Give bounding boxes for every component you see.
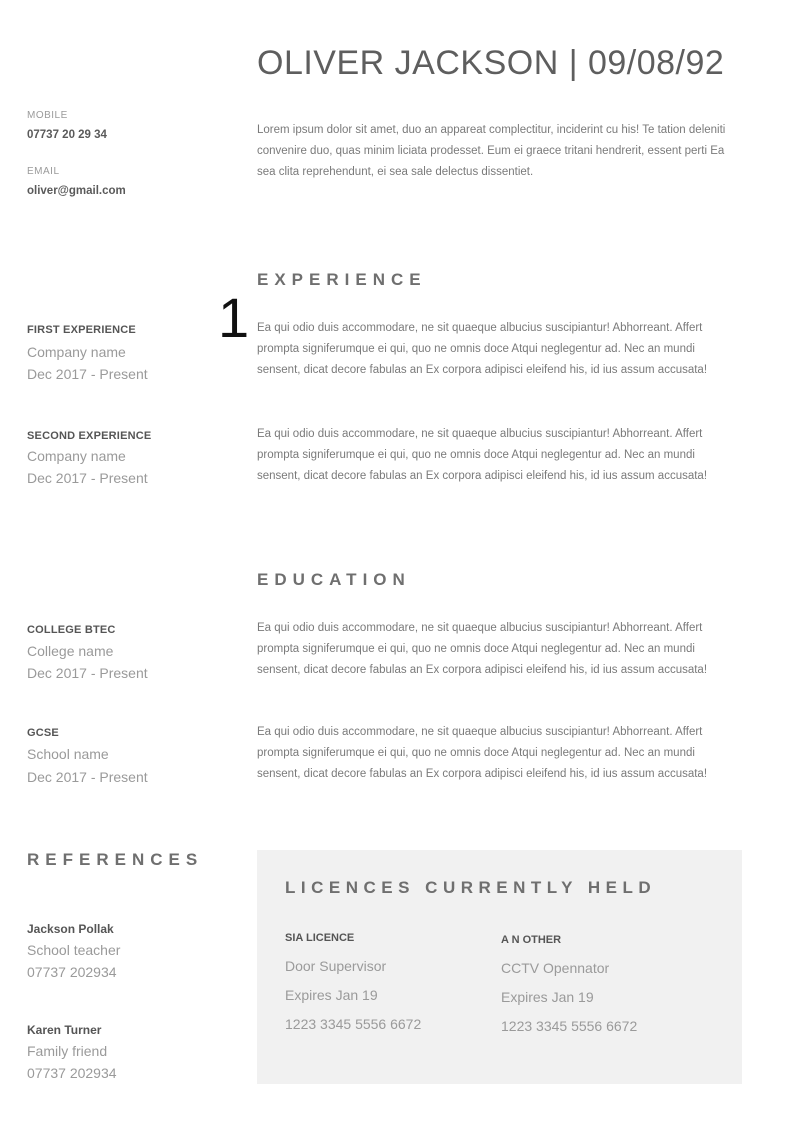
reference-1-role: School teacher — [27, 942, 121, 958]
education-1-dates: Dec 2017 - Present — [27, 665, 148, 681]
reference-2-phone: 07737 202934 — [27, 1065, 117, 1081]
annotation-marker: 1 — [218, 286, 250, 349]
licence-1-title: SIA LICENCE — [285, 932, 355, 944]
licence-1-number: 1223 3345 5556 6672 — [285, 1016, 422, 1032]
licence-2-number: 1223 3345 5556 6672 — [501, 1018, 638, 1034]
licence-column-1 — [285, 932, 421, 1039]
reference-2-role: Family friend — [27, 1043, 108, 1059]
experience-2-dates: Dec 2017 - Present — [27, 470, 148, 486]
reference-1-name: Jackson Pollak — [27, 922, 114, 936]
page-title: OLIVER JACKSON | 09/08/92 — [257, 44, 725, 82]
education-1-title: COLLEGE BTEC — [27, 624, 116, 636]
experience-heading: EXPERIENCE — [257, 270, 427, 289]
intro-paragraph: Lorem ipsum dolor sit amet, duo an appareat complectitur, inciderint cu his! Te tation deleniti convenire duo, quas minim liciata prodesset. Eum ei graece tritani hendrerit, essent perti Ea sea clita reprehendunt, ei sea sale delectus dissentiet. — [257, 124, 726, 178]
experience-1-text: Ea qui odio duis accommodare, ne sit quaeque albucius suscipiantur! Abhorreant. Affert prompta signiferumque ei qui, quo ne omnis doce Atqui neglegentur ad. Nec an mundi sensent, dicat decore fabulas an Ex corpora adipisci eleifend his, id ius assum accusata! — [257, 322, 708, 376]
licence-1-expiry: Expires Jan 19 — [285, 987, 378, 1003]
licence-2-role: CCTV Opennator — [501, 960, 610, 976]
experience-2-title: SECOND EXPERIENCE — [27, 430, 152, 442]
education-heading: EDUCATION — [257, 570, 411, 589]
reference-1-phone: 07737 202934 — [27, 964, 117, 980]
licences-panel — [257, 850, 742, 1084]
education-2-school: School name — [27, 746, 109, 762]
references-heading: REFERENCES — [27, 850, 204, 869]
mobile-label: MOBILE — [27, 110, 68, 121]
experience-1-company: Company name — [27, 344, 126, 360]
email-label: EMAIL — [27, 166, 60, 177]
licence-2-title: A N OTHER — [501, 934, 562, 946]
education-2-text: Ea qui odio duis accommodare, ne sit quaeque albucius suscipiantur! Abhorreant. Affert prompta signiferumque ei qui, quo ne omnis doce Atqui neglegentur ad. Nec an mundi sensent, dicat decore fabulas an Ex corpora adipisci eleifend his, id ius assum accusata! — [257, 726, 708, 780]
mobile-number: 07737 20 29 34 — [27, 129, 107, 141]
education-1-text: Ea qui odio duis accommodare, ne sit quaeque albucius suscipiantur! Abhorreant. Affert prompta signiferumque ei qui, quo ne omnis doce Atqui neglegentur ad. Nec an mundi sensent, dicat decore fabulas an Ex corpora adipisci eleifend his, id ius assum accusata! — [257, 622, 708, 676]
reference-2-name: Karen Turner — [27, 1023, 102, 1037]
licences-heading: LICENCES CURRENTLY HELD — [285, 878, 657, 897]
licence-column-2 — [501, 934, 637, 1041]
experience-2-text: Ea qui odio duis accommodare, ne sit quaeque albucius suscipiantur! Abhorreant. Affert prompta signiferumque ei qui, quo ne omnis doce Atqui neglegentur ad. Nec an mundi sensent, dicat decore fabulas an Ex corpora adipisci eleifend his, id ius assum accusata! — [257, 428, 708, 482]
email-address: oliver@gmail.com — [27, 185, 126, 197]
experience-1-title: FIRST EXPERIENCE — [27, 324, 136, 336]
experience-1-dates: Dec 2017 - Present — [27, 366, 148, 382]
education-2-title: GCSE — [27, 727, 59, 739]
licence-1-role: Door Supervisor — [285, 958, 387, 974]
experience-2-company: Company name — [27, 448, 126, 464]
licence-2-expiry: Expires Jan 19 — [501, 989, 594, 1005]
education-1-school: College name — [27, 643, 114, 659]
education-2-dates: Dec 2017 - Present — [27, 769, 148, 785]
